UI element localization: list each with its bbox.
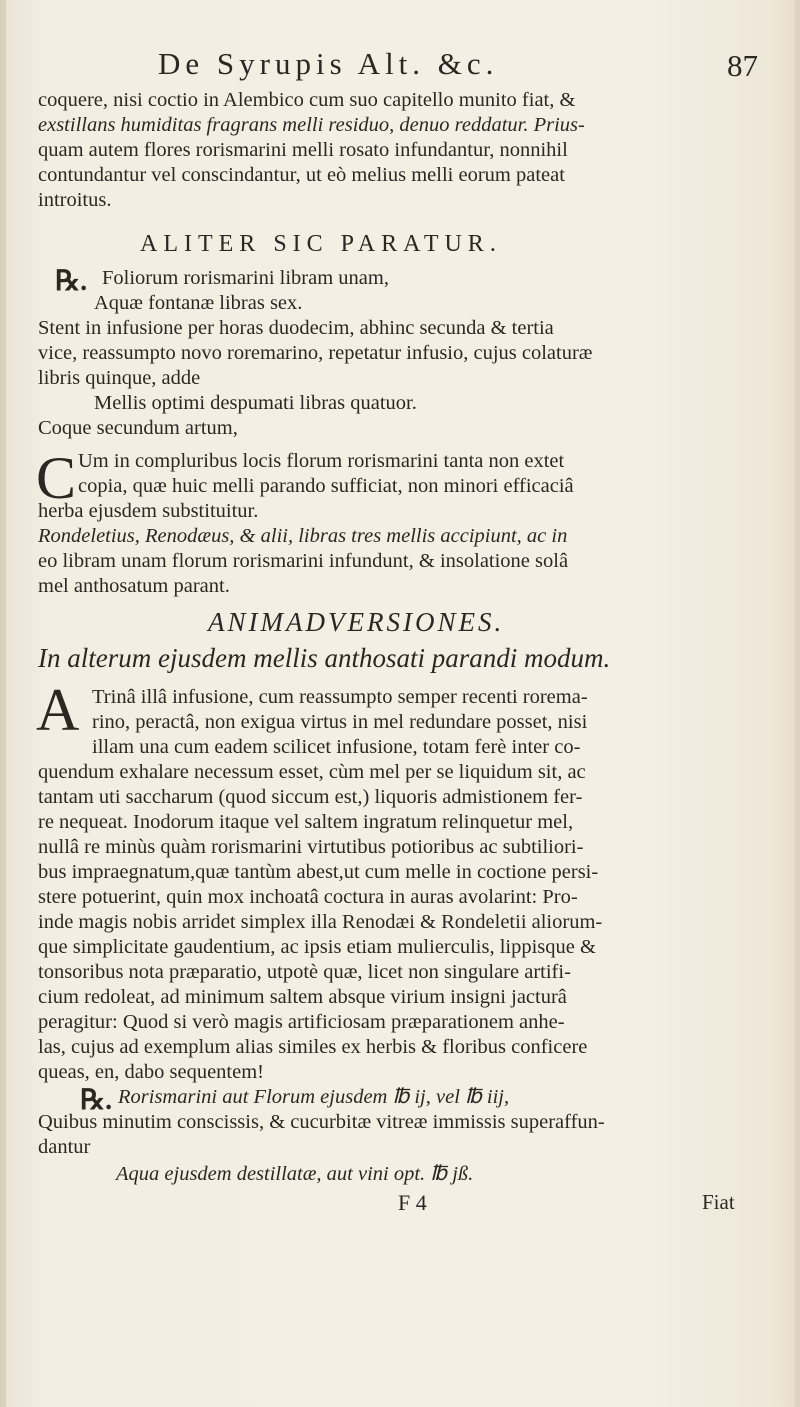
recipe-symbol: ℞.	[55, 266, 88, 297]
recipe-line: Rorismarini aut Florum ejusdem ℔ ij, vel ℔ iij,	[118, 1086, 510, 1108]
text-line: stere potuerint, quin mox inchoatâ coctura in auras avolarint: Pro-	[38, 886, 578, 908]
recipe-line: Foliorum rorismarini libram unam,	[102, 267, 389, 289]
text-line: dantur	[38, 1136, 91, 1158]
section-heading: ALITER SIC PARATUR.	[140, 231, 502, 257]
recipe-line: Aqua ejusdem destillatæ, aut vini opt. ℔ jß.	[116, 1163, 474, 1185]
text-line: herba ejusdem substituitur.	[38, 500, 259, 522]
text-line: re nequeat. Inodorum itaque vel saltem ingratum relinquetur mel,	[38, 811, 574, 833]
text-line: Quibus minutim conscissis, & cucurbitæ vitreæ immissis superaffun-	[38, 1111, 605, 1133]
text-line: tantam uti saccharum (quod siccum est,) liquoris admistionem fer-	[38, 786, 583, 808]
animadversiones-heading: ANIMADVERSIONES.	[208, 607, 505, 637]
text-line: eo libram unam florum rorismarini infundunt, & insolatione solâ	[38, 550, 569, 572]
text-line: exstillans humiditas fragrans melli residuo, denuo reddatur. Prius-	[38, 114, 585, 136]
text-line: introitus.	[38, 189, 112, 211]
running-head	[118, 46, 758, 86]
text-line: coquere, nisi coctio in Alembico cum suo capitello munito fiat, &	[38, 89, 576, 111]
recipe-line: Aquæ fontanæ libras sex.	[94, 292, 303, 314]
text-line: Trinâ illâ infusione, cum reassumpto semper recenti rorema-	[92, 686, 588, 708]
text-line: mel anthosatum parant.	[38, 575, 230, 597]
text-line: rino, peractâ, non exigua virtus in mel redundare posset, nisi	[92, 711, 588, 733]
text-line: inde magis nobis arridet simplex illa Renodæi & Rondeletii aliorum-	[38, 911, 603, 933]
recipe-line: Mellis optimi despumati libras quatuor.	[94, 392, 417, 414]
text-line: quendum exhalare necessum esset, cùm mel per se liquidum sit, ac	[38, 761, 586, 783]
text-line: bus impraegnatum,quæ tantùm abest,ut cum melle in coctione persi-	[38, 861, 599, 883]
text-line: tonsoribus nota præparatio, utpotè quæ, licet non singulare artifi-	[38, 961, 571, 983]
text-line: queas, en, dabo sequentem!	[38, 1061, 264, 1083]
text-line: que simplicitate gaudentium, ac ipsis etiam mulierculis, lippisque &	[38, 936, 596, 958]
page-right-edge	[795, 0, 800, 1407]
drop-cap: C	[36, 445, 77, 511]
drop-cap: A	[36, 677, 80, 743]
text-line: Rondeletius, Renodæus, & alii, libras tres mellis accipiunt, ac in	[38, 525, 568, 547]
text-line: Um in compluribus locis florum rorismarini tanta non extet	[78, 450, 565, 472]
signature-mark: F 4	[398, 1190, 427, 1215]
text-line: libris quinque, adde	[38, 367, 201, 389]
text-line: quam autem flores rorismarini melli rosato infundantur, nonnihil	[38, 139, 568, 161]
recipe-symbol: ℞.	[80, 1085, 113, 1116]
running-head-title: De Syrupis Alt. &c.	[158, 46, 499, 81]
text-line: peragitur: Quod si verò magis artificiosam præparationem anhe-	[38, 1011, 565, 1033]
text-line: copia, quæ huic melli parando sufficiat, non minori efficaciâ	[78, 475, 574, 497]
page-number: 87	[727, 48, 758, 83]
text-line: Stent in infusione per horas duodecim, abhinc secunda & tertia	[38, 317, 554, 339]
text-line: Coque secundum artum,	[38, 417, 238, 439]
catchword: Fiat	[702, 1190, 735, 1214]
text-line: cium redoleat, ad minimum saltem absque virium insigni jacturâ	[38, 986, 567, 1008]
text-line: contundantur vel conscindantur, ut eò melius melli eorum pateat	[38, 164, 565, 186]
text-line: illam una cum eadem scilicet infusione, totam ferè inter co-	[92, 736, 581, 758]
text-line: las, cujus ad exemplum alias similes ex herbis & floribus conficere	[38, 1036, 588, 1058]
text-line: vice, reassumpto novo roremarino, repetatur infusio, cujus colaturæ	[38, 342, 593, 364]
page-left-edge	[0, 0, 6, 1407]
subheading: In alterum ejusdem mellis anthosati parandi modum.	[38, 643, 611, 673]
text-line: nullâ re minùs quàm rorismarini virtutibus potioribus ac subtiliori-	[38, 836, 584, 858]
